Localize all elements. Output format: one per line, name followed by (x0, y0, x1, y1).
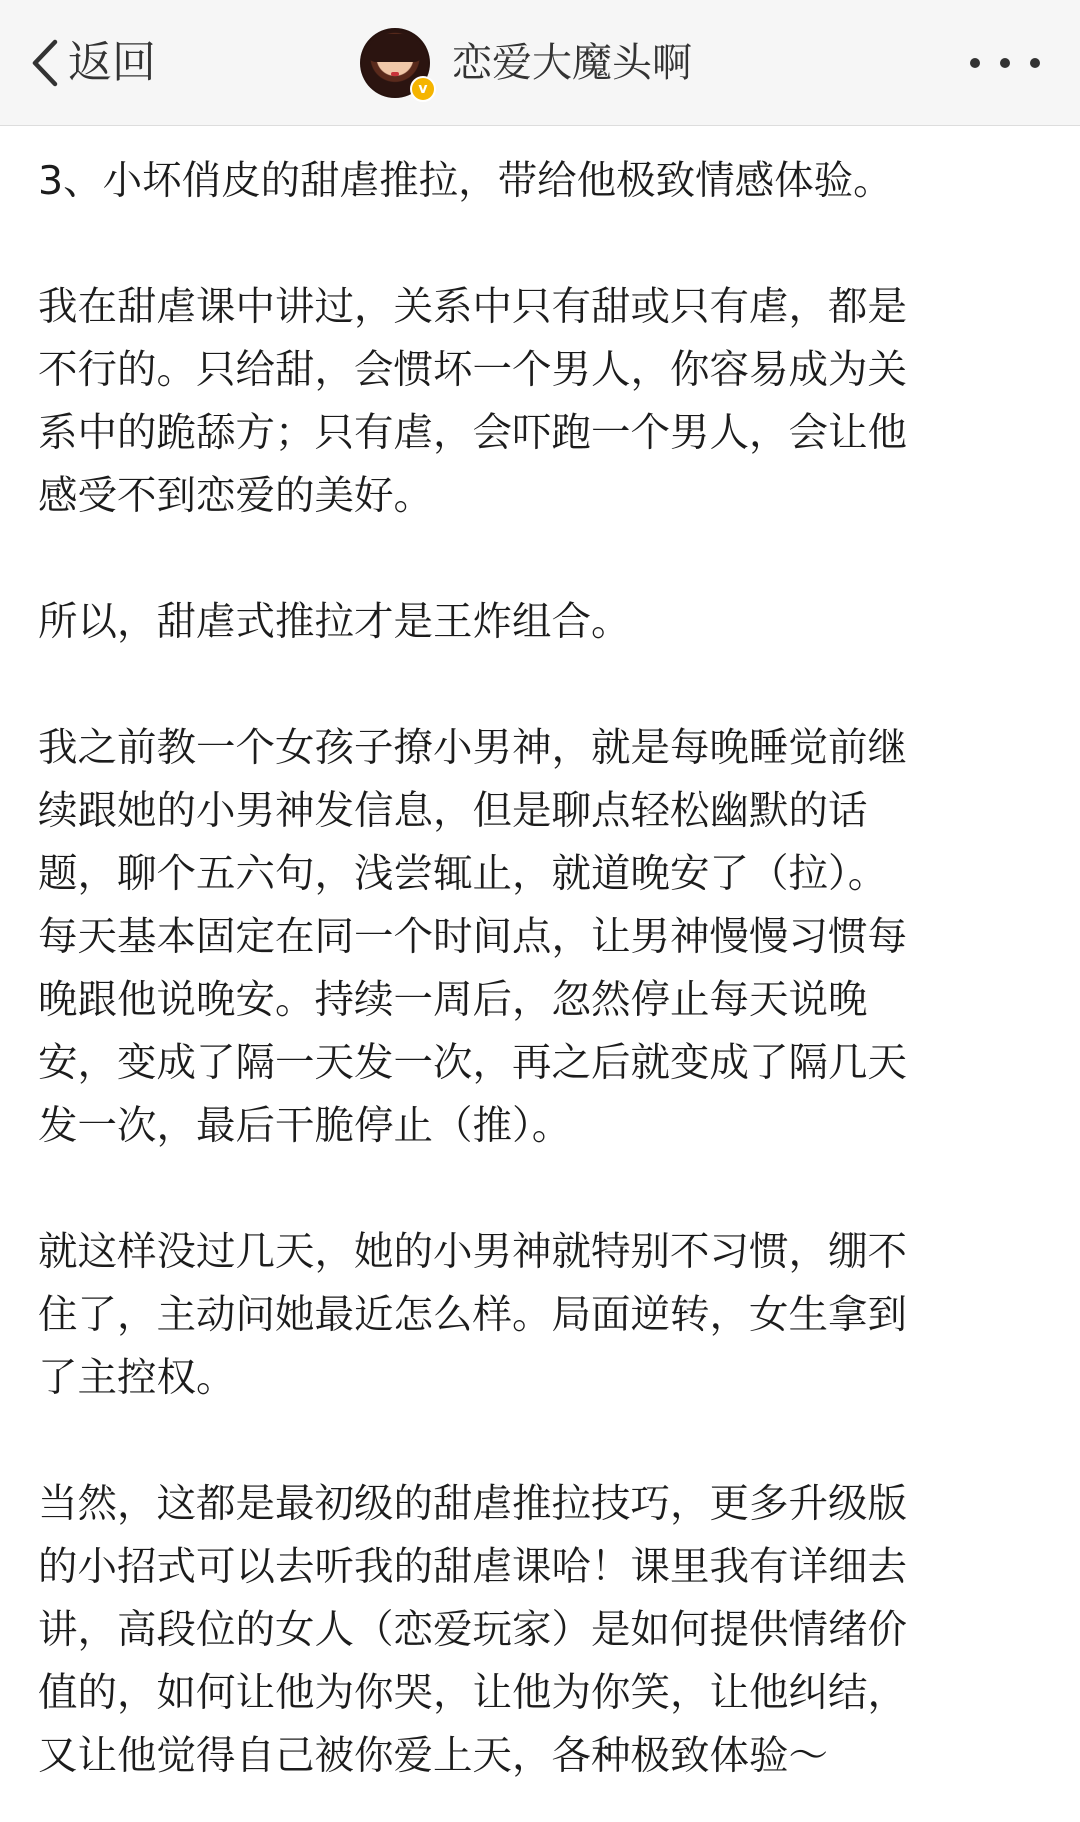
verified-badge-icon: v (410, 76, 436, 102)
post-paragraph: 当然，这都是最初级的甜虐推拉技巧，更多升级版 的小招式可以去听我的甜虐课哈！课里我有详细去 讲，高段位的女人（恋爱玩家）是如何提供情绪价 值的，如何让他为你哭，让他为你笑，让他纠结， 又让他觉得自己被你爱上天，各种极致体验～ (38, 1481, 907, 1779)
post-body (38, 150, 1048, 1788)
post-paragraph: 所以，甜虐式推拉才是王炸组合。 (38, 599, 631, 645)
post-paragraph: 3、小坏俏皮的甜虐推拉，带给他极致情感体验。 (38, 158, 893, 204)
username[interactable]: 恋爱大魔头啊 (452, 40, 692, 86)
back-button[interactable] (30, 33, 156, 93)
post-paragraph: 我之前教一个女孩子撩小男神，就是每晚睡觉前继 续跟她的小男神发信息，但是聊点轻松幽默的话 题，聊个五六句，浅尝辄止，就道晚安了（拉）。 每天基本固定在同一个时间点，让男神慢慢习惯每 晚跟他说晚安。持续一周后，忽然停止每天说晚 安，变成了隔一天发一次，再之后就变成了隔几天 发一次，最后干脆停止（推）。 (38, 725, 907, 1149)
post-paragraph: 我在甜虐课中讲过，关系中只有甜或只有虐，都是 不行的。只给甜，会惯坏一个男人，你容易成为关 系中的跪舔方；只有虐，会吓跑一个男人，会让他 感受不到恋爱的美好。 (38, 284, 907, 519)
top-nav-bar (0, 0, 1080, 126)
avatar[interactable] (360, 28, 430, 98)
back-label: 返回 (68, 37, 156, 88)
chevron-left-icon (30, 38, 60, 88)
more-options-icon[interactable] (970, 53, 1040, 73)
post-paragraph: 就这样没过几天，她的小男神就特别不习惯，绷不 住了，主动问她最近怎么样。局面逆转，女生拿到 了主控权。 (38, 1229, 907, 1401)
author-profile[interactable] (360, 25, 692, 101)
